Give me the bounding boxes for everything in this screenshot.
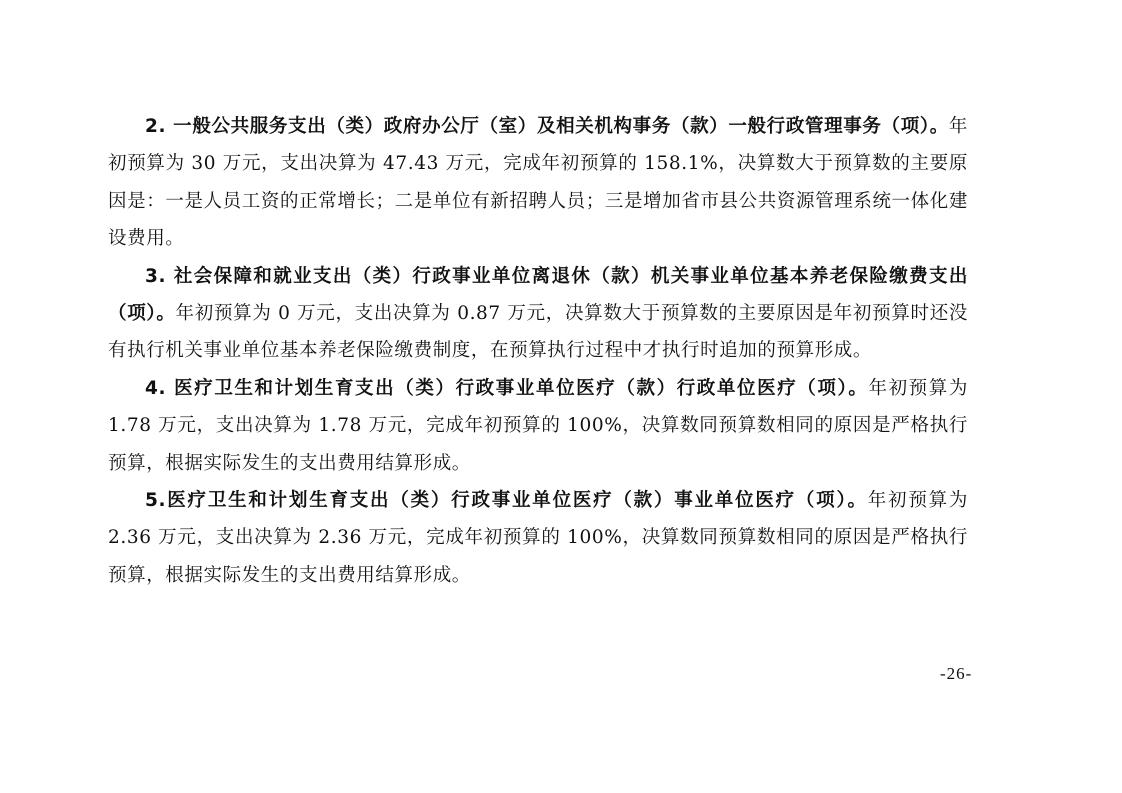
paragraph-text: 年初预算为 0 万元，支出决算为 0.87 万元，决算数大于预算数的主要原因是年初预算时还没有执行机关事业单位基本养老保险缴费制度，在预算执行过程中才执行时追加的预算形成。 xyxy=(108,303,968,362)
page-number: -26- xyxy=(940,664,973,683)
paragraph-item-3 xyxy=(108,258,968,370)
paragraph-text: 年初预算为 1.78 万元，支出决算为 1.78 万元，完成年初预算的 100%，决算数同预算数相同的原因是严格执行预算，根据实际发生的支出费用结算形成。 xyxy=(108,377,968,474)
paragraph-heading: 2. 一般公共服务支出（类）政府办公厅（室）及相关机构事务（款）一般行政管理事务（项）。 xyxy=(145,116,949,137)
paragraph-heading: 5.医疗卫生和计划生育支出（类）行政事业单位医疗（款）事业单位医疗（项）。 xyxy=(145,490,868,512)
paragraph-item-4 xyxy=(108,370,968,482)
document-body xyxy=(108,108,968,594)
paragraph-text: 年初预算为 30 万元，支出决算为 47.43 万元，完成年初预算的 158.1%，决算数大于预算数的主要原因是：一是人员工资的正常增长；二是单位有新招聘人员；三是增加省市县公共资源管理系统一体化建设费用。 xyxy=(108,116,968,250)
paragraph-heading: 3. 社会保障和就业支出（类）行政事业单位离退休（款）机关事业单位基本养老保险缴费支出（项）。 xyxy=(108,265,968,325)
paragraph-heading: 4. 医疗卫生和计划生育支出（类）行政事业单位医疗（款）行政单位医疗（项）。 xyxy=(145,377,869,399)
paragraph-item-2 xyxy=(108,108,968,258)
paragraph-item-5 xyxy=(108,482,968,594)
paragraph-text: 年初预算为 2.36 万元，支出决算为 2.36 万元，完成年初预算的 100%，决算数同预算数相同的原因是严格执行预算，根据实际发生的支出费用结算形成。 xyxy=(108,490,968,586)
